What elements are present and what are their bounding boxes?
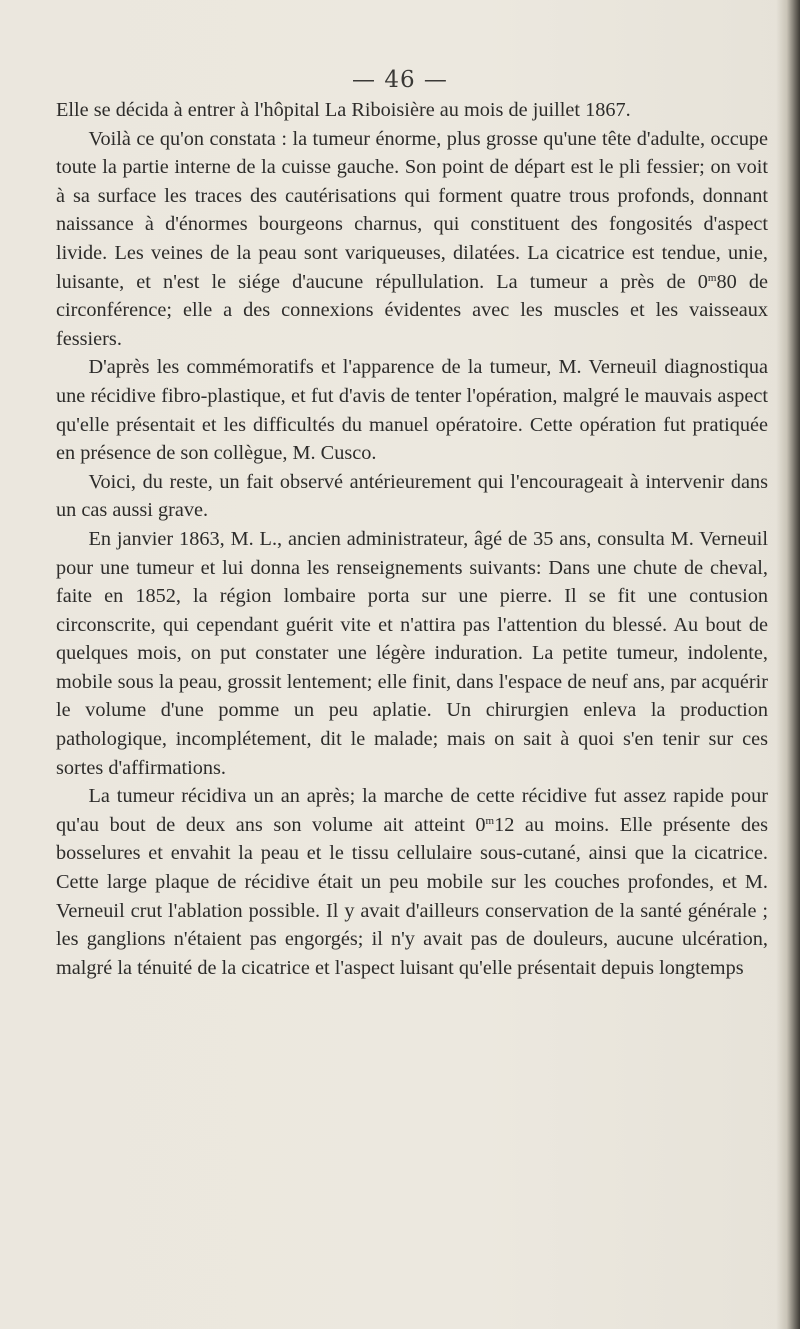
unit-superscript: m xyxy=(485,814,495,827)
paragraph-6 xyxy=(56,782,768,982)
paragraph-2-part-1: Voilà ce qu'on constata : la tumeur énorme, plus grosse qu'une tête d'adulte, occupe toute la partie interne de la cuisse gauche. Son point de départ est le pli fessier; on voit à sa surface les traces des cautérisations qui forment quatre trous profonds, donnant naissance à d'énormes bourgeons charnus, qui constituent des fongosités d'aspect livide. Les veines de la peau sont variqueuses, dilatées. La cicatrice est tendue, unie, luisante, et n'est le siége d'aucune répullulation. La tumeur a près de 0 xyxy=(56,127,768,293)
paragraph-3: D'après les commémoratifs et l'apparence de la tumeur, M. Verneuil diagnostiqua une récidive fibro-plastique, et fut d'avis de tenter l'opération, malgré le mauvais aspect qu'elle présentait et les difficultés du manuel opératoire. Cette opération fut pratiquée en présence de son collègue, M. Cusco. xyxy=(56,356,768,465)
page-edge-shadow xyxy=(776,0,800,1329)
paragraph-5: En janvier 1863, M. L., ancien administrateur, âgé de 35 ans, consulta M. Verneuil pour une tumeur et lui donna les renseignements suivants: Dans une chute de cheval, faite en 1852, la région lombaire porta sur une pierre. Il se fit une contusion circonscrite, qui cependant guérit vite et n'attira pas l'attention du blessé. Au bout de quelques mois, on put constater une légère induration. La petite tumeur, indolente, mobile sous la peau, grossit lentement; elle finit, dans l'espace de neuf ans, par acquérir le volume d'une pomme un peu aplatie. Un chirurgien enleva la production pathologique, incomplétement, dit le malade; mais on sait à quoi s'en tenir sur ces sortes d'affirmations. xyxy=(56,527,768,779)
body-text xyxy=(56,96,768,982)
paragraph-1: Elle se décida à entrer à l'hôpital La Riboisière au mois de juillet 1867. xyxy=(56,99,631,121)
paragraph-2-part-2: 80 de circonférence; elle a des connexions évidentes avec les muscles et les vaisseaux fessiers. xyxy=(56,270,768,350)
page-number: — 46 — xyxy=(352,67,448,93)
unit-superscript: m xyxy=(707,271,717,284)
paragraph-6-part-2: 12 au moins. Elle présente des bosselures et envahit la peau et le tissu cellulaire sous-cutané, ainsi que la cicatrice. Cette large plaque de récidive était un peu mobile sur les couches profondes, et M. Verneuil crut l'ablation possible. Il y avait d'ailleurs conservation de la santé générale ; les ganglions n'étaient pas engorgés; il n'y avait pas de douleurs, aucune ulcération, malgré la ténuité de la cicatrice et l'aspect luisant qu'elle présentait depuis longtemps xyxy=(56,813,768,979)
paragraph-6-part-1: La tumeur récidiva un an après; la marche de cette récidive fut assez rapide pour qu'au bout de deux ans son volume ait atteint 0 xyxy=(56,785,768,836)
paragraph-4: Voici, du reste, un fait observé antérieurement qui l'encourageait à intervenir dans un cas aussi grave. xyxy=(56,470,768,522)
paragraph-2 xyxy=(56,125,768,354)
